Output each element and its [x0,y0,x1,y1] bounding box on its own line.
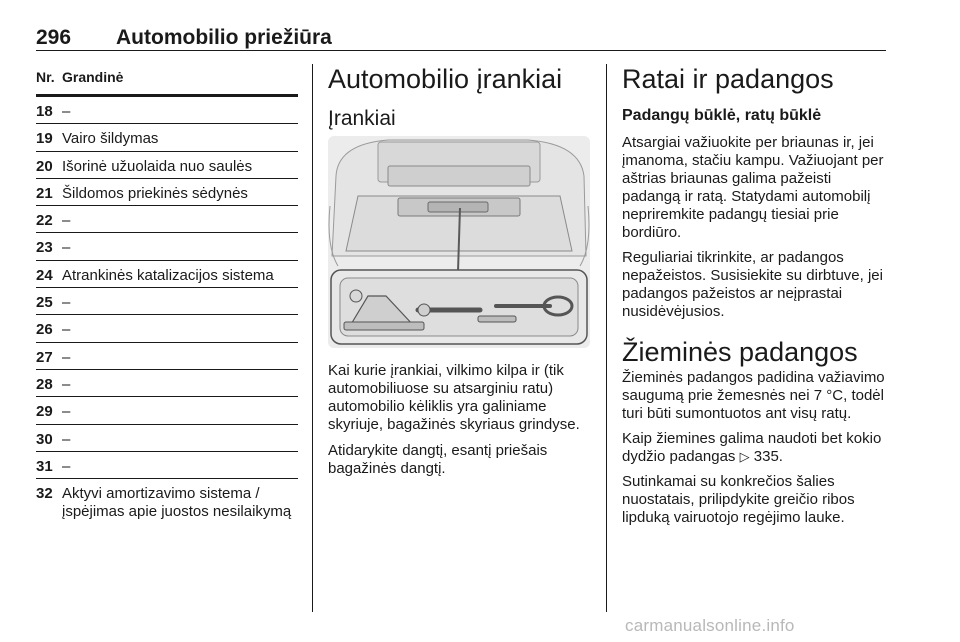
winter-paragraph: Sutinkamai su konkrečios šalies nuostatais, prilipdykite greičio ribos lipduką vairuotojo regėjimo lauke. [622,473,855,526]
table-row [36,425,298,452]
page-reference-icon: ▷ [739,449,750,464]
fuse-number: 18 [36,103,53,120]
tools-paragraph: Atidarykite dangtį, esantį priešais bagažinės dangtį. [328,442,548,477]
table-row [36,343,298,370]
tools-paragraph: Kai kurie įrankiai, vilkimo kilpa ir (tik automobiliuose su atsarginiu ratu) automobilio kėliklis yra galiniame skyriuje, bagažinės skyriaus grindyse. [328,362,580,433]
fuse-circuit: – [62,375,71,393]
fuse-circuit: – [62,294,71,312]
fuse-circuit: Atrankinės katalizacijos sistema [62,266,274,284]
tire-paragraph: Reguliariai tikrinkite, ar padangos nepažeistos. Susisiekite su dirbtuve, jei padangos pažeistos ar neįprastai nusidėvėjusios. [622,249,883,320]
fuse-number: 28 [36,375,53,393]
fuse-circuit: – [62,430,71,448]
fuse-number: 27 [36,348,53,366]
tools-subtitle: Įrankiai [328,107,396,130]
fuse-circuit: Aktyvi amortizavimo sistema / įspėjimas apie juostos nesilaikymą [62,485,292,521]
fuse-number: 20 [36,157,53,175]
fuse-number: 19 [36,130,53,148]
table-row [36,315,298,342]
fuse-number: 32 [36,485,53,503]
fuse-number: 26 [36,321,53,339]
fuse-circuit: Išorinė užuolaida nuo saulės [62,157,253,175]
fuse-circuit: – [62,103,71,120]
fuse-circuit: – [62,212,71,230]
chapter-title: Automobilio priežiūra [116,26,332,49]
fuse-circuit: – [62,321,71,339]
fuse-number: 30 [36,430,53,448]
column-header-number: Nr. [36,69,55,85]
tire-condition-subtitle: Padangų būklė, ratų būklė [622,107,822,124]
winter-paragraph [622,430,892,466]
fuse-number: 21 [36,184,53,202]
table-row [36,124,298,151]
winter-text: Kaip žiemines galima naudoti bet kokio dydžio padangas [622,430,882,465]
fuse-circuit: Šildomos priekinės sėdynės [62,184,248,202]
winter-tires-title: Žieminės padangos [622,337,858,367]
fuse-circuit: – [62,239,71,257]
table-row [36,152,298,179]
table-row [36,179,298,206]
fuse-circuit: Vairo šildymas [62,130,159,148]
fuse-circuit: – [62,403,71,421]
column-header-circuit: Grandinė [62,69,124,85]
winter-paragraph: Žieminės padangos padidina važiavimo saugumą prie žemesnės nei 7 °C, todėl turi būti sumontuotos ant visų ratų. [622,369,885,422]
table-row [36,479,298,545]
fuse-number: 22 [36,212,53,230]
table-row [36,206,298,233]
tools-title: Automobilio įrankiai [328,64,563,94]
page-header [36,26,886,51]
fuse-number: 29 [36,403,53,421]
tools-section [328,62,590,132]
fuse-circuit: – [62,457,71,475]
tools-text [328,362,590,486]
column-divider-left [312,64,313,612]
table-row [36,97,298,124]
fuse-circuit: – [62,348,71,366]
wheels-title: Ratai ir padangos [622,64,834,94]
tire-paragraph: Atsargiai važiuokite per briaunas ir, jei įmanoma, stačiu kampu. Važiuojant per aštrias briaunas galima pažeisti padangą ir ratą. Statydami automobilį nepriremkite padangų tiesiai prie bordiūro. [622,134,884,241]
page-number: 296 [36,26,72,49]
table-row [36,288,298,315]
table-row [36,452,298,479]
wheels-section [622,62,892,534]
table-row [36,397,298,424]
tools-illustration [328,136,590,348]
table-row [36,233,298,260]
fuse-number: 25 [36,294,53,312]
fuse-number: 24 [36,266,53,284]
page-reference-link[interactable]: 335. [753,448,783,465]
column-divider-right [606,64,607,612]
fuse-number: 31 [36,457,53,475]
table-row [36,261,298,288]
table-header [36,66,298,97]
fuse-number: 23 [36,239,53,257]
watermark: carmanualsonline.info [625,616,795,635]
fuse-table [36,66,298,545]
table-row [36,370,298,397]
